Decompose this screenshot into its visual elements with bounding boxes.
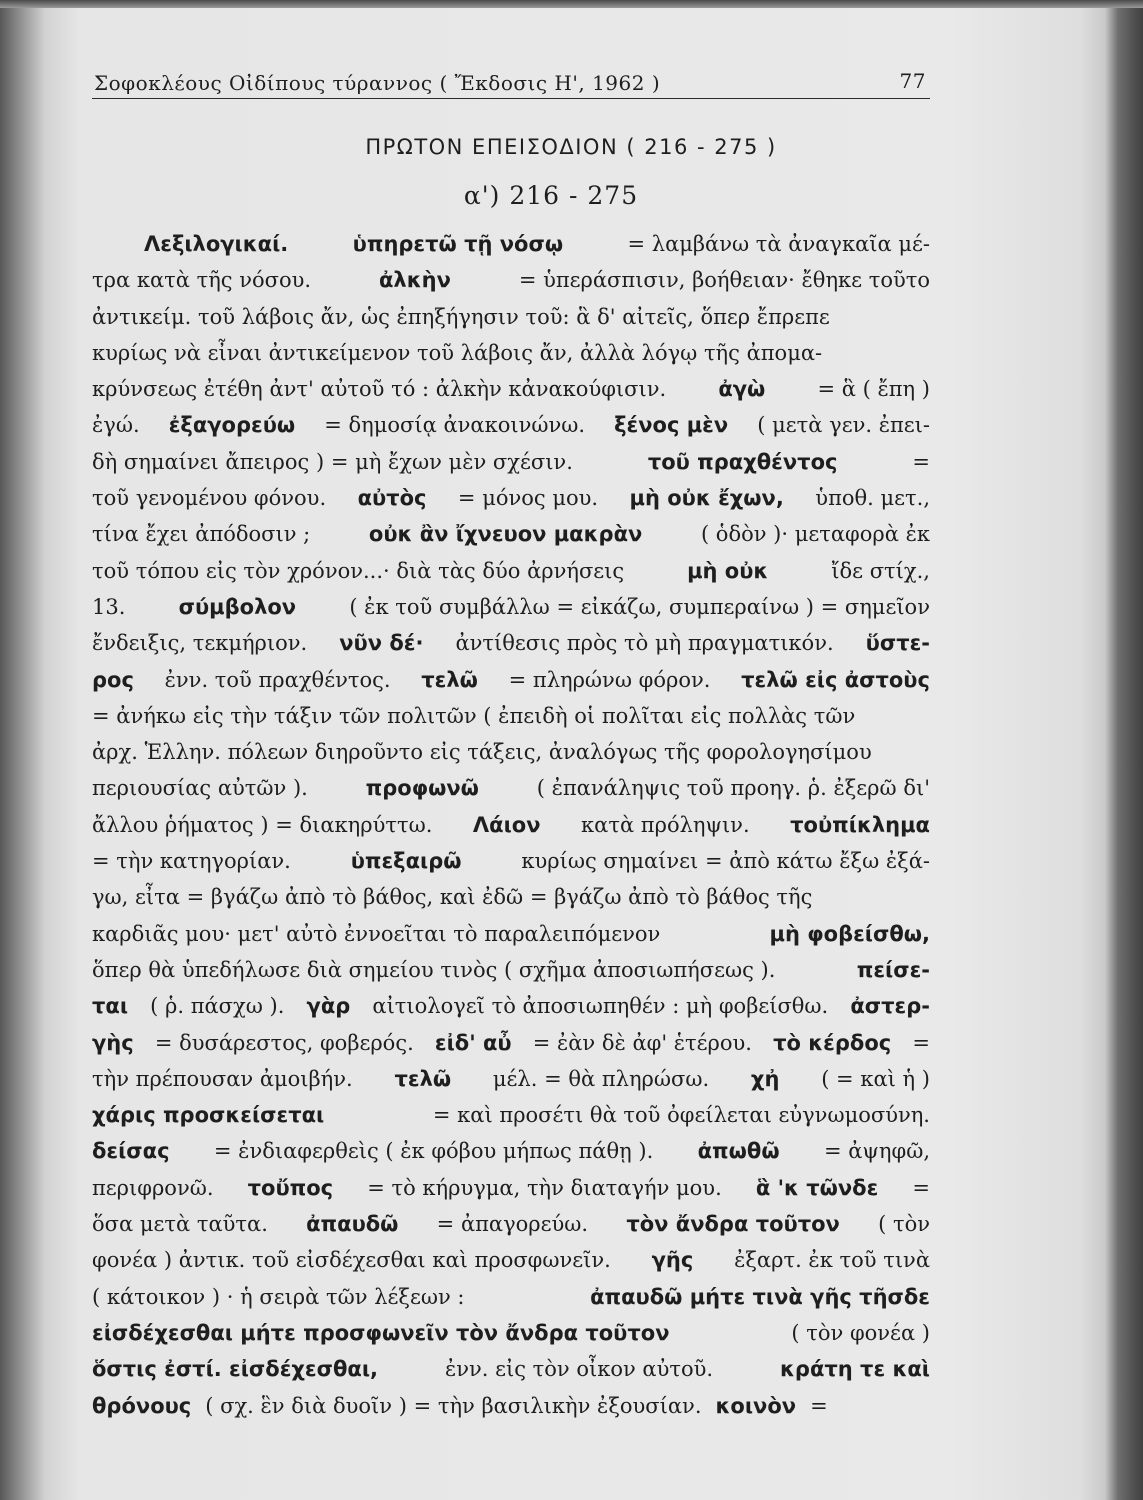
bold-term: εἰδ' αὖ	[434, 1030, 512, 1055]
text-segment: ἀντίθεσις πρὸς τὸ μὴ πραγματικόν.	[455, 631, 834, 656]
text-segment: γω, εἶτα = βγάζω ἀπὸ τὸ βάθος, καὶ ἐδῶ = βγάζω ἀπὸ τὸ βάθος τῆς	[92, 885, 813, 910]
text-line	[92, 335, 930, 371]
bold-term: χάρις προσκείσεται	[92, 1103, 325, 1128]
text-segment: περιουσίας αὐτῶν ).	[92, 776, 308, 801]
bold-term: μὴ φοβείσθω,	[769, 921, 930, 946]
text-line	[92, 1133, 930, 1169]
text-line	[92, 262, 930, 298]
commentary-text	[92, 226, 930, 1424]
text-line	[92, 1206, 930, 1242]
text-line	[92, 1061, 930, 1097]
text-segment: 13.	[92, 594, 126, 619]
text-line	[92, 1351, 930, 1387]
bold-term: τοὔπος	[247, 1175, 334, 1200]
text-line	[92, 1097, 930, 1133]
text-segment: ( σχ. ἓν διὰ δυοῖν ) = τὴν βασιλικὴν ἐξουσίαν.	[205, 1393, 702, 1418]
text-line	[92, 516, 930, 552]
bold-term: τελῶ	[421, 667, 478, 692]
bold-term: μὴ οὐκ	[687, 558, 769, 583]
bold-term: ξένος μὲν	[614, 413, 729, 438]
text-line	[92, 988, 930, 1024]
text-line	[92, 843, 930, 879]
text-segment: = λαμβάνω τὰ ἀναγκαῖα μέ-	[627, 232, 930, 256]
running-title: Σοφοκλέους Οἰδίπους τύραννος ( Ἔκδοσις Η', 1962 )	[94, 71, 661, 95]
text-segment: ἔνδειξις, τεκμήριον.	[92, 631, 308, 656]
text-segment: =	[912, 1030, 930, 1055]
text-segment: περιφρονῶ.	[92, 1175, 214, 1200]
text-segment: ( ῥ. πάσχω ).	[150, 994, 285, 1019]
text-line	[92, 662, 930, 698]
bold-term: μὴ οὐκ ἔχων,	[629, 486, 784, 511]
text-segment: ( ἐπανάληψις τοῦ προηγ. ῥ. ἐξερῶ δι'	[536, 776, 930, 801]
text-line	[92, 407, 930, 443]
bold-term: Λεξιλογικαί.	[144, 232, 289, 256]
bold-term: κοινὸν	[715, 1393, 797, 1418]
text-segment: = ἀνήκω εἰς τὴν τάξιν τῶν πολιτῶν ( ἐπειδὴ οἱ πολῖται εἰς πολλὰς τῶν	[92, 703, 856, 728]
bold-term: ρος	[92, 667, 134, 692]
bold-term: τελῶ	[394, 1066, 452, 1091]
text-line	[92, 1242, 930, 1278]
text-segment: τρα κατὰ τῆς νόσου.	[92, 268, 312, 293]
scan-top-edge	[0, 0, 1143, 8]
bold-term: σύμβολον	[178, 594, 297, 619]
text-segment: τοῦ γενομένου φόνου.	[92, 486, 327, 511]
text-segment: τὴν πρέπουσαν ἀμοιβήν.	[92, 1066, 353, 1091]
text-segment: ἐγώ.	[92, 413, 140, 438]
text-segment: κρύνσεως ἐτέθη ἀντ' αὐτοῦ τό : ἀλκὴν κἀνακούφισιν.	[92, 377, 667, 402]
text-line	[92, 952, 930, 988]
bold-term: ἀπωθῶ	[697, 1139, 780, 1164]
bold-term: ἃ 'κ τῶνδε	[755, 1175, 879, 1200]
text-line	[92, 879, 930, 915]
text-line	[92, 226, 930, 262]
page-number: 77	[899, 69, 926, 93]
text-line	[92, 444, 930, 480]
text-segment: δὴ σημαίνει ἄπειρος ) = μὴ ἔχων μὲν σχέσιν.	[92, 449, 573, 474]
bold-term: τελῶ εἰς ἀστοὺς	[741, 667, 930, 692]
text-segment: = ἀψηφῶ,	[823, 1139, 930, 1164]
text-line	[92, 1025, 930, 1061]
text-line	[92, 770, 930, 806]
bold-term: κράτη τε καὶ	[780, 1357, 930, 1382]
text-segment: = ἐὰν δὲ ἀφ' ἑτέρου.	[532, 1030, 752, 1055]
text-segment: ὅπερ θὰ ὑπεδήλωσε διὰ σημείου τινὸς ( σχῆμα ἀποσιωπήσεως ).	[92, 957, 776, 982]
text-line	[92, 480, 930, 516]
text-segment: τίνα ἔχει ἀπόδοσιν ;	[92, 522, 311, 547]
page-content	[92, 64, 930, 1424]
text-segment: = ἀπαγορεύω.	[436, 1212, 589, 1237]
text-segment: = ὑπεράσπισιν, βοήθειαν· ἔθηκε τοῦτο	[518, 268, 930, 293]
bold-term: προφωνῶ	[365, 776, 479, 801]
text-segment: κυρίως νὰ εἶναι ἀντικείμενον τοῦ λάβοις ἄν, ἀλλὰ λόγῳ τῆς ἀπομα-	[92, 340, 823, 365]
text-segment: ἐξαρτ. ἐκ τοῦ τινὰ	[734, 1248, 930, 1273]
text-segment: = πληρώνω φόρον.	[508, 667, 711, 692]
text-segment: αἰτιολογεῖ τὸ ἀποσιωπηθέν : μὴ φοβείσθω.	[372, 994, 829, 1019]
text-segment: =	[912, 449, 930, 474]
text-line	[92, 625, 930, 661]
bold-term: δείσας	[92, 1139, 170, 1164]
text-segment: ὑποθ. μετ.,	[815, 486, 930, 511]
bold-term: ται	[92, 994, 129, 1019]
text-segment: = τὴν κατηγορίαν.	[92, 849, 291, 874]
bold-term: αὐτὸς	[357, 486, 427, 511]
text-segment: ἀρχ. Ἑλλην. πόλεων διηροῦντο εἰς τάξεις, ἀναλόγως τῆς φορολογησίμου	[92, 740, 872, 765]
bold-term: τοὐπίκλημα	[790, 812, 930, 837]
bold-term: εἰσδέχεσθαι μήτε προσφωνεῖν τὸν ἄνδρα τοῦτον	[92, 1320, 670, 1345]
bold-term: ἀπαυδῶ μήτε τινὰ γῆς τῆσδε	[590, 1284, 930, 1309]
text-segment: ἀντικείμ. τοῦ λάβοις ἄν, ὡς ἐπηξήγησιν τοῦ: ἃ δ' αἰτεῖς, ὅπερ ἔπρεπε	[92, 304, 830, 329]
text-line	[92, 299, 930, 335]
text-segment: = ἐνδιαφερθεὶς ( ἐκ φόβου μήπως πάθῃ ).	[213, 1139, 654, 1164]
text-line	[92, 698, 930, 734]
bold-term: τὸ κέρδος	[773, 1030, 892, 1055]
text-segment: = καὶ προσέτι θὰ τοῦ ὀφείλεται εὐγνωμοσύνη.	[432, 1103, 930, 1128]
text-segment: τοῦ τόπου εἰς τὸν χρόνον...· διὰ τὰς δύο ἀρνήσεις	[92, 558, 625, 583]
bold-term: ἀπαυδῶ	[306, 1212, 399, 1237]
text-line	[92, 553, 930, 589]
bold-term: πείσε-	[856, 957, 930, 982]
text-line	[92, 589, 930, 625]
text-segment: ( μετὰ γεν. ἐπει-	[757, 413, 930, 438]
text-segment: = ἃ ( ἔπη )	[817, 377, 930, 402]
bold-term: ἀστερ-	[850, 994, 930, 1019]
text-segment: ( τὸν	[878, 1212, 930, 1237]
text-segment: ἄλλου ῥήματος ) = διακηρύττω.	[92, 812, 433, 837]
section-title: ΠΡΩΤΟΝ ΕΠΕΙΣΟΔΙΟΝ ( 216 - 275 )	[365, 135, 777, 159]
text-segment: κατὰ πρόληψιν.	[581, 812, 750, 837]
text-segment: = μόνος μου.	[457, 486, 599, 511]
bold-term: νῦν δέ·	[339, 631, 424, 656]
bold-term: ἀλκὴν	[379, 268, 451, 293]
text-line	[92, 734, 930, 770]
text-segment: φονέα ) ἀντικ. τοῦ εἰσδέχεσθαι καὶ προσφωνεῖν.	[92, 1248, 611, 1273]
bold-term: γὰρ	[306, 994, 351, 1019]
bold-term: θρόνους	[92, 1393, 192, 1418]
text-line	[92, 1170, 930, 1206]
text-segment: ( ἐκ τοῦ συμβάλλω = εἰκάζω, συμπεραίνω ) = σημεῖον	[349, 594, 930, 619]
bold-term: ὕστε-	[865, 631, 930, 656]
text-segment: = δυσάρεστος, φοβερός.	[154, 1030, 414, 1055]
text-segment: ( ὁδὸν )· μεταφορὰ ἐκ	[700, 522, 930, 547]
text-segment: ἴδε στίχ.,	[831, 558, 930, 583]
bold-term: γὴς	[92, 1030, 134, 1055]
text-segment: καρδιᾶς μου· μετ' αὐτὸ ἐννοεῖται τὸ παραλειπόμενον	[92, 921, 661, 946]
text-segment: μέλ. = θὰ πληρώσω.	[492, 1066, 710, 1091]
text-line	[92, 371, 930, 407]
text-line	[92, 1315, 930, 1351]
text-line	[92, 916, 930, 952]
text-segment: =	[810, 1393, 828, 1418]
bold-term: τοῦ πραχθέντος	[647, 449, 838, 474]
bold-term: ὅστις ἐστί. εἰσδέχεσθαι,	[92, 1357, 378, 1382]
bold-term: τὸν ἄνδρα τοῦτον	[626, 1212, 840, 1237]
bold-term: ὑπηρετῶ τῇ νόσῳ	[352, 232, 564, 256]
text-segment: =	[912, 1175, 930, 1200]
bold-term: Λάιον	[472, 812, 541, 837]
text-segment: ( = καὶ ἡ )	[821, 1066, 930, 1091]
text-segment: ( τὸν φονέα )	[791, 1320, 930, 1345]
bold-term: ἀγὼ	[718, 377, 766, 402]
bold-term: χἠ	[750, 1066, 780, 1091]
bold-term: οὐκ ἂν ἴχνευον μακρὰν	[368, 522, 643, 547]
text-line	[92, 807, 930, 843]
text-line	[92, 1388, 930, 1424]
text-segment: ὅσα μετὰ ταῦτα.	[92, 1212, 268, 1237]
text-segment: ἐνν. εἰς τὸν οἶκον αὐτοῦ.	[444, 1357, 714, 1382]
text-segment: ἐνν. τοῦ πραχθέντος.	[164, 667, 391, 692]
bold-term: ἐξαγορεύω	[168, 413, 296, 438]
running-header	[92, 64, 930, 99]
text-line	[92, 1279, 930, 1315]
text-segment: = δημοσίᾳ ἀνακοινώνω.	[324, 413, 586, 438]
bold-term: γῆς	[651, 1248, 694, 1273]
text-segment: κυρίως σημαίνει = ἀπὸ κάτω ἔξω ἐξά-	[521, 849, 930, 874]
subsection-title: α') 216 - 275	[463, 181, 639, 210]
bold-term: ὑπεξαιρῶ	[350, 849, 462, 874]
text-segment: = τὸ κήρυγμα, τὴν διαταγήν μου.	[367, 1175, 722, 1200]
text-segment: ( κάτοικον ) · ἡ σειρὰ τῶν λέξεων :	[92, 1284, 465, 1309]
